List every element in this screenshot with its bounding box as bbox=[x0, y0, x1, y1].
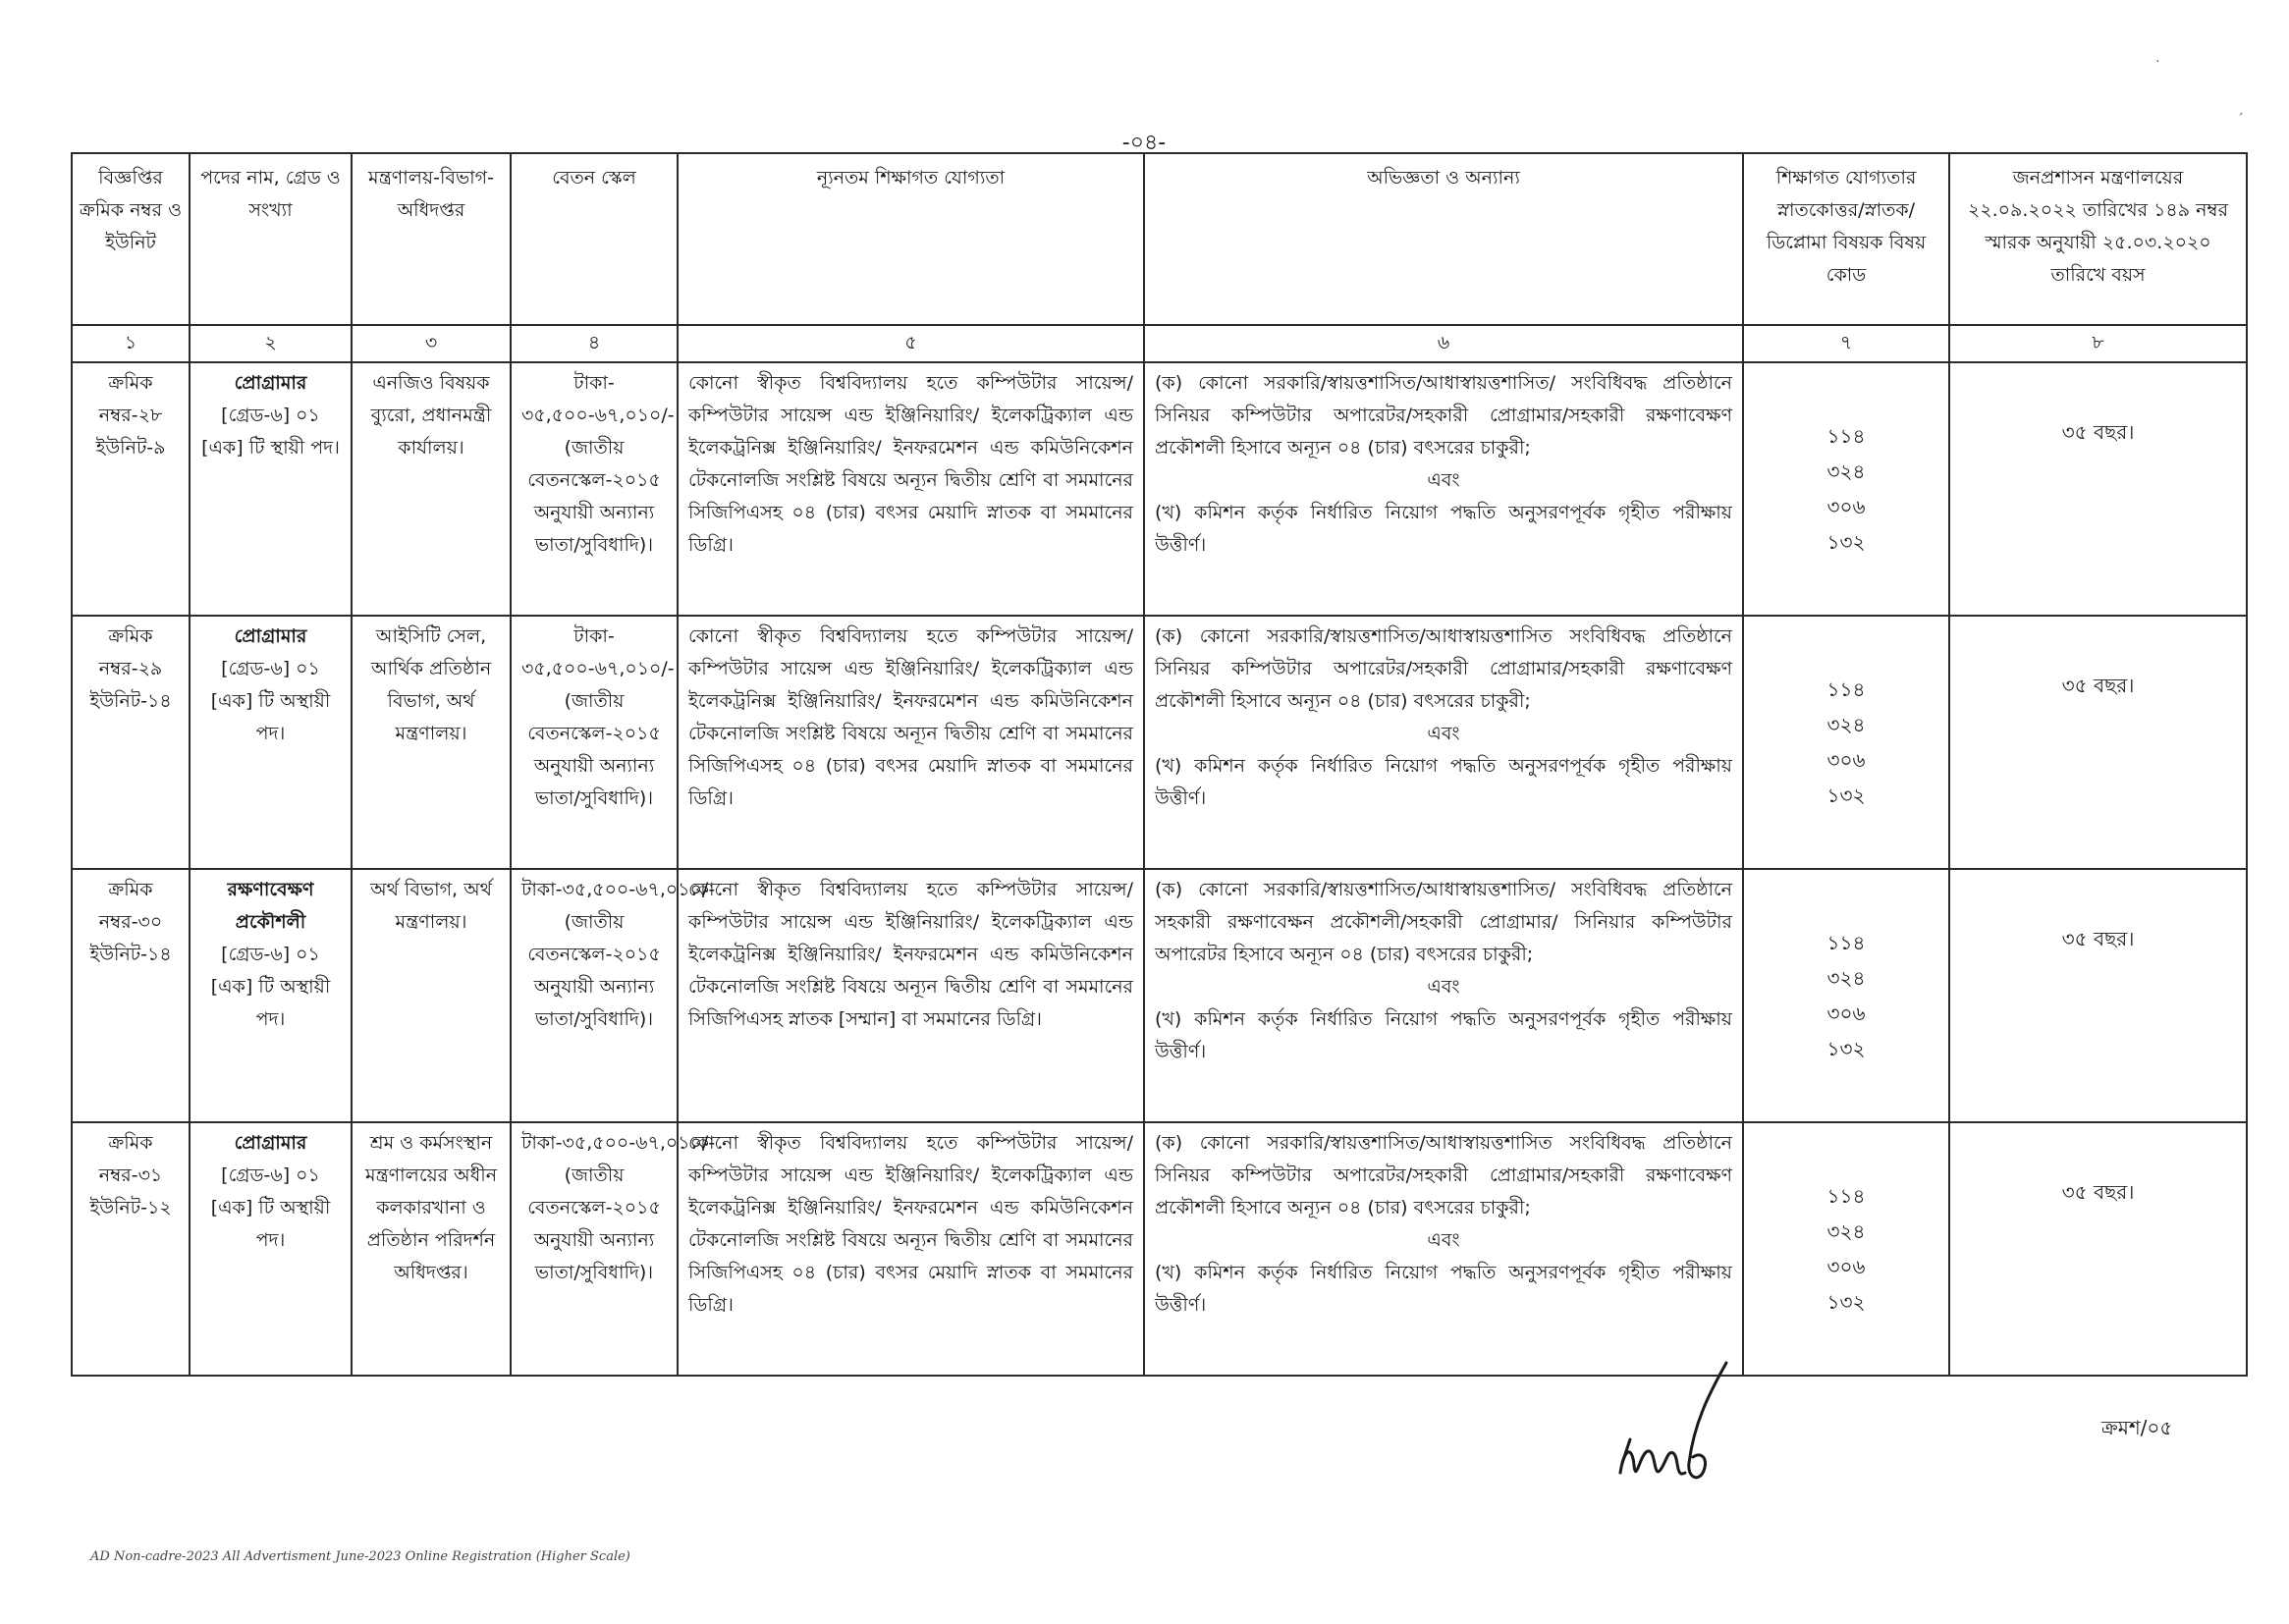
experience-and: এবং bbox=[1427, 1229, 1460, 1251]
subject-codes bbox=[1743, 616, 1949, 869]
post-detail: [গ্রেড-৬] ০১ [এক] টি অস্থায়ী পদ। bbox=[210, 944, 331, 1030]
column-number: ৬ bbox=[1144, 325, 1743, 362]
post-name: রক্ষণাবেক্ষণ প্রকৌশলী bbox=[227, 879, 314, 933]
header-serial: বিজ্ঞপ্তির ক্রমিক নম্বর ও ইউনিট bbox=[72, 153, 190, 325]
subject-code: ৩২৪ bbox=[1826, 966, 1866, 990]
header-ministry: মন্ত্রণালয়-বিভাগ-অধিদপ্তর bbox=[352, 153, 511, 325]
subject-code: ১১৪ bbox=[1826, 1184, 1866, 1208]
subject-code: ৩২৪ bbox=[1826, 1219, 1866, 1243]
ministry: শ্রম ও কর্মসংস্থান মন্ত্রণালয়ের অধীন কলকারখানা ও প্রতিষ্ঠান পরিদর্শন অধিদপ্তর। bbox=[352, 1122, 511, 1376]
experience-a: (ক) কোনো সরকারি/স্বায়ত্তশাসিত/আধাস্বায়ত্তশাসিত/ সংবিধিবদ্ধ প্রতিষ্ঠানে সহকারী রক্ষণাবেক্ষন প্রকৌশলী/সহকারী প্রোগ্রামার/ সিনিয়ার কম্পিউটার অপারেটর হিসাবে অন্যূন ০৪ (চার) বৎসরের চাকুরী; bbox=[1155, 879, 1732, 965]
experience-a: (ক) কোনো সরকারি/স্বায়ত্তশাসিত/আধাস্বায়ত্তশাসিত সংবিধিবদ্ধ প্রতিষ্ঠানে সিনিয়র কম্পিউটার অপারেটর/সহকারী প্রোগ্রামার/সহকারী রক্ষণাবেক্ষণ প্রকৌশলী হিসাবে অন্যূন ০৪ (চার) বৎসরের চাকুরী; bbox=[1155, 625, 1732, 712]
pay-scale: টাকা- ৩৫,৫০০-৬৭,০১০/- (জাতীয় বেতনস্কেল-২০১৫ অনুযায়ী অন্যান্য ভাতা/সুবিধাদি)। bbox=[511, 616, 678, 869]
post-cell bbox=[190, 616, 352, 869]
subject-code: ১১৪ bbox=[1826, 677, 1866, 701]
pay-scale: টাকা- ৩৫,৫০০-৬৭,০১০/- (জাতীয় বেতনস্কেল-২০১৫ অনুযায়ী অন্যান্য ভাতা/সুবিধাদি)। bbox=[511, 362, 678, 616]
scan-dot-icon: · bbox=[2155, 54, 2160, 70]
recruitment-table bbox=[71, 152, 2248, 1377]
experience-b: (খ) কমিশন কর্তৃক নির্ধারিত নিয়োগ পদ্ধতি অনুসরণপূর্বক গৃহীত পরীক্ষায় উত্তীর্ণ। bbox=[1155, 1008, 1732, 1062]
experience-a: (ক) কোনো সরকারি/স্বায়ত্তশাসিত/আধাস্বায়ত্তশাসিত সংবিধিবদ্ধ প্রতিষ্ঠানে সিনিয়র কম্পিউটার অপারেটর/সহকারী প্রোগ্রামার/সহকারী রক্ষণাবেক্ষণ প্রকৌশলী হিসাবে অন্যূন ০৪ (চার) বৎসরের চাকুরী; bbox=[1155, 1132, 1732, 1218]
subject-code: ১১৪ bbox=[1826, 424, 1866, 448]
column-number: ৭ bbox=[1743, 325, 1949, 362]
qualification: কোনো স্বীকৃত বিশ্ববিদ্যালয় হতে কম্পিউটার সায়েন্স/ কম্পিউটার সায়েন্স এন্ড ইঞ্জিনিয়ারিং/ ইলেকট্রিক্যাল এন্ড ইলেকট্রনিক্স ইঞ্জিনিয়ারিং/ ইনফরমেশন এন্ড কমিউনিকেশন টেকনোলজি সংশ্লিষ্ট বিষয়ে অন্যূন দ্বিতীয় শ্রেণি বা সমমানের সিজিপিএসহ ০৪ (চার) বৎসর মেয়াদি স্নাতক বা সমমানের ডিগ্রি। bbox=[678, 362, 1144, 616]
subject-code: ৩০৬ bbox=[1826, 1001, 1866, 1025]
subject-code: ৩০৬ bbox=[1826, 748, 1866, 772]
experience-cell bbox=[1144, 869, 1743, 1122]
age-cell bbox=[1949, 362, 2247, 616]
table-row bbox=[72, 362, 2247, 616]
subject-codes bbox=[1743, 869, 1949, 1122]
signature-icon bbox=[1610, 1355, 1748, 1502]
scan-mark-icon: ˏ bbox=[2237, 100, 2244, 116]
header-experience: অভিজ্ঞতা ও অন্যান্য bbox=[1144, 153, 1743, 325]
experience-and: এবং bbox=[1427, 723, 1460, 744]
subject-code: ১৩২ bbox=[1826, 1290, 1866, 1314]
column-number-row bbox=[72, 325, 2247, 362]
age-cell bbox=[1949, 1122, 2247, 1376]
serial-unit: ক্রমিক নম্বর-৩১ ইউনিট-১২ bbox=[72, 1122, 190, 1376]
table-row bbox=[72, 869, 2247, 1122]
ministry: অর্থ বিভাগ, অর্থ মন্ত্রণালয়। bbox=[352, 869, 511, 1122]
qualification: কোনো স্বীকৃত বিশ্ববিদ্যালয় হতে কম্পিউটার সায়েন্স/ কম্পিউটার সায়েন্স এন্ড ইঞ্জিনিয়ারিং/ ইলেকট্রিক্যাল এন্ড ইলেকট্রনিক্স ইঞ্জিনিয়ারিং/ ইনফরমেশন এন্ড কমিউনিকেশন টেকনোলজি সংশ্লিষ্ট বিষয়ে অন্যূন দ্বিতীয় শ্রেণি বা সমমানের সিজিপিএসহ ০৪ (চার) বৎসর মেয়াদি স্নাতক বা সমমানের ডিগ্রি। bbox=[678, 616, 1144, 869]
experience-cell bbox=[1144, 362, 1743, 616]
pay-scale: টাকা-৩৫,৫০০-৬৭,০১০/- (জাতীয় বেতনস্কেল-২০১৫ অনুযায়ী অন্যান্য ভাতা/সুবিধাদি)। bbox=[511, 1122, 678, 1376]
experience-a: (ক) কোনো সরকারি/স্বায়ত্তশাসিত/আধাস্বায়ত্তশাসিত/ সংবিধিবদ্ধ প্রতিষ্ঠানে সিনিয়র কম্পিউটার অপারেটর/সহকারী প্রোগ্রামার/সহকারী রক্ষণাবেক্ষণ প্রকৌশলী হিসাবে অন্যূন ০৪ (চার) বৎসরের চাকুরী; bbox=[1155, 372, 1732, 459]
post-cell bbox=[190, 362, 352, 616]
column-number: ১ bbox=[72, 325, 190, 362]
experience-and: এবং bbox=[1427, 976, 1460, 998]
column-number: ৩ bbox=[352, 325, 511, 362]
page-number: -০৪- bbox=[1121, 131, 1167, 155]
table-header-row bbox=[72, 153, 2247, 325]
age-cell bbox=[1949, 616, 2247, 869]
subject-code: ৩২৪ bbox=[1826, 713, 1866, 736]
subject-codes bbox=[1743, 1122, 1949, 1376]
post-cell bbox=[190, 1122, 352, 1376]
column-number: ৮ bbox=[1949, 325, 2247, 362]
post-detail: [গ্রেড-৬] ০১ [এক] টি স্থায়ী পদ। bbox=[201, 405, 340, 459]
header-subject-code: শিক্ষাগত যোগ্যতার স্নাতকোত্তর/স্নাতক/ ডিপ্লোমা বিষয়ক বিষয় কোড bbox=[1743, 153, 1949, 325]
subject-code: ১৩২ bbox=[1826, 530, 1866, 554]
pay-scale: টাকা-৩৫,৫০০-৬৭,০১০/- (জাতীয় বেতনস্কেল-২০১৫ অনুযায়ী অন্যান্য ভাতা/সুবিধাদি)। bbox=[511, 869, 678, 1122]
age-limit: ৩৫ বছর। bbox=[2061, 1180, 2135, 1204]
footer-note: AD Non-cadre-2023 All Advertisment June-2023 Online Registration (Higher Scale) bbox=[90, 1549, 630, 1564]
post-name: প্রোগ্রামার bbox=[234, 1132, 307, 1154]
header-pay-scale: বেতন স্কেল bbox=[511, 153, 678, 325]
continued-label: ক্রমশ/০৫ bbox=[2101, 1416, 2173, 1439]
age-limit: ৩৫ বছর। bbox=[2061, 927, 2135, 950]
experience-cell bbox=[1144, 616, 1743, 869]
subject-code: ১৩২ bbox=[1826, 784, 1866, 807]
post-cell bbox=[190, 869, 352, 1122]
qualification: কোনো স্বীকৃত বিশ্ববিদ্যালয় হতে কম্পিউটার সায়েন্স/ কম্পিউটার সায়েন্স এন্ড ইঞ্জিনিয়ারিং/ ইলেকট্রিক্যাল এন্ড ইলেকট্রনিক্স ইঞ্জিনিয়ারিং/ ইনফরমেশন এন্ড কমিউনিকেশন টেকনোলজি সংশ্লিষ্ট বিষয়ে অন্যূন দ্বিতীয় শ্রেণি বা সমমানের সিজিপিএসহ স্নাতক [সম্মান] বা সমমানের ডিগ্রি। bbox=[678, 869, 1144, 1122]
serial-unit: ক্রমিক নম্বর-২৯ ইউনিট-১৪ bbox=[72, 616, 190, 869]
table-row bbox=[72, 1122, 2247, 1376]
post-detail: [গ্রেড-৬] ০১ [এক] টি অস্থায়ী পদ। bbox=[210, 1164, 331, 1251]
subject-code: ১১৪ bbox=[1826, 931, 1866, 954]
experience-b: (খ) কমিশন কর্তৃক নির্ধারিত নিয়োগ পদ্ধতি অনুসরণপূর্বক গৃহীত পরীক্ষায় উত্তীর্ণ। bbox=[1155, 755, 1732, 809]
subject-code: ৩০৬ bbox=[1826, 1255, 1866, 1278]
experience-and: এবং bbox=[1427, 469, 1460, 491]
column-number: ৪ bbox=[511, 325, 678, 362]
ministry: এনজিও বিষয়ক ব্যুরো, প্রধানমন্ত্রী কার্যালয়। bbox=[352, 362, 511, 616]
experience-b: (খ) কমিশন কর্তৃক নির্ধারিত নিয়োগ পদ্ধতি অনুসরণপূর্বক গৃহীত পরীক্ষায় উত্তীর্ণ। bbox=[1155, 502, 1732, 556]
subject-code: ৩০৬ bbox=[1826, 495, 1866, 518]
column-number: ৫ bbox=[678, 325, 1144, 362]
serial-unit: ক্রমিক নম্বর-২৮ ইউনিট-৯ bbox=[72, 362, 190, 616]
post-name: প্রোগ্রামার bbox=[234, 372, 307, 394]
subject-code: ১৩২ bbox=[1826, 1037, 1866, 1060]
table-row bbox=[72, 616, 2247, 869]
header-qualification: ন্যূনতম শিক্ষাগত যোগ্যতা bbox=[678, 153, 1144, 325]
age-cell bbox=[1949, 869, 2247, 1122]
experience-cell bbox=[1144, 1122, 1743, 1376]
age-limit: ৩৫ বছর। bbox=[2061, 674, 2135, 697]
serial-unit: ক্রমিক নম্বর-৩০ ইউনিট-১৪ bbox=[72, 869, 190, 1122]
subject-codes bbox=[1743, 362, 1949, 616]
header-age: জনপ্রশাসন মন্ত্রণালয়ের ২২.০৯.২০২২ তারিখের ১৪৯ নম্বর স্মারক অনুযায়ী ২৫.০৩.২০২০ তারিখে বয়স bbox=[1949, 153, 2247, 325]
post-detail: [গ্রেড-৬] ০১ [এক] টি অস্থায়ী পদ। bbox=[210, 658, 331, 744]
age-limit: ৩৫ বছর। bbox=[2061, 420, 2135, 444]
header-post: পদের নাম, গ্রেড ও সংখ্যা bbox=[190, 153, 352, 325]
experience-b: (খ) কমিশন কর্তৃক নির্ধারিত নিয়োগ পদ্ধতি অনুসরণপূর্বক গৃহীত পরীক্ষায় উত্তীর্ণ। bbox=[1155, 1262, 1732, 1316]
subject-code: ৩২৪ bbox=[1826, 460, 1866, 483]
column-number: ২ bbox=[190, 325, 352, 362]
qualification: কোনো স্বীকৃত বিশ্ববিদ্যালয় হতে কম্পিউটার সায়েন্স/ কম্পিউটার সায়েন্স এন্ড ইঞ্জিনিয়ারিং/ ইলেকট্রিক্যাল এন্ড ইলেকট্রনিক্স ইঞ্জিনিয়ারিং/ ইনফরমেশন এন্ড কমিউনিকেশন টেকনোলজি সংশ্লিষ্ট বিষয়ে অন্যূন দ্বিতীয় শ্রেণি বা সমমানের সিজিপিএসহ ০৪ (চার) বৎসর মেয়াদি স্নাতক বা সমমানের ডিগ্রি। bbox=[678, 1122, 1144, 1376]
post-name: প্রোগ্রামার bbox=[234, 625, 307, 647]
ministry: আইসিটি সেল, আর্থিক প্রতিষ্ঠান বিভাগ, অর্থ মন্ত্রণালয়। bbox=[352, 616, 511, 869]
